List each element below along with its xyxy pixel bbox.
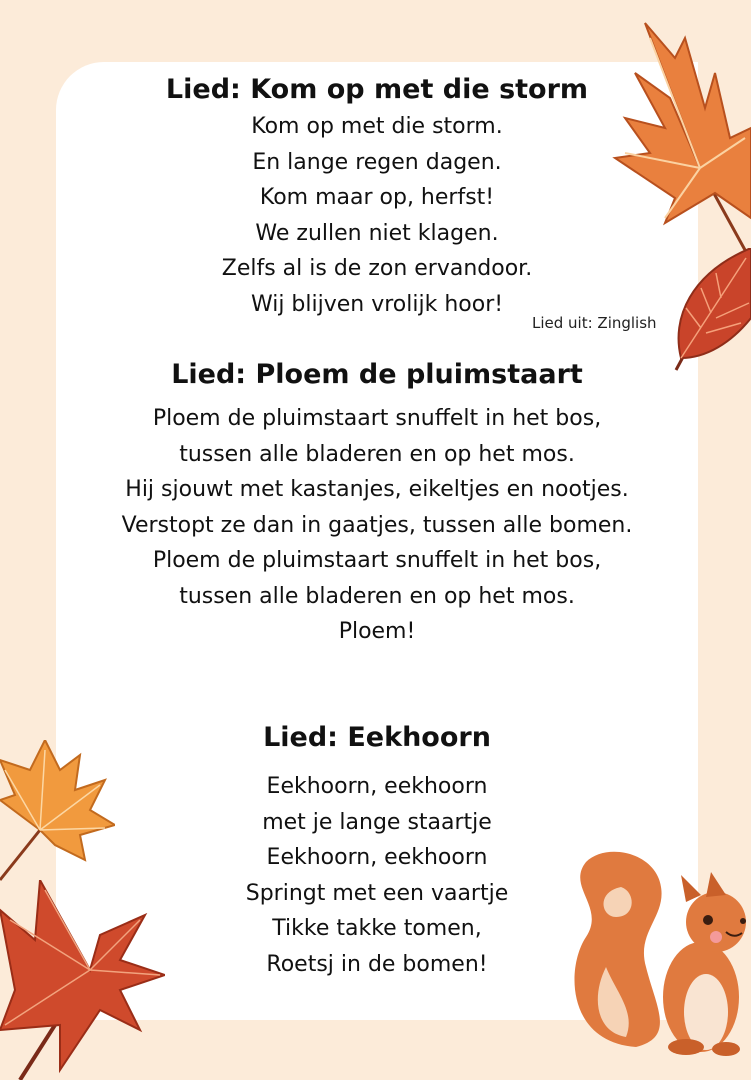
- song-title: Lied: Ploem de pluimstaart: [171, 359, 583, 390]
- red-leaf-icon: [0, 880, 165, 1080]
- song-line: We zullen niet klagen.: [255, 220, 499, 246]
- song-line: Springt met een vaartje: [245, 880, 509, 906]
- song-line: Eekhoorn, eekhoorn: [266, 845, 488, 870]
- song-storm: [56, 73, 698, 322]
- song-line: tussen alle bladeren en op het mos.: [179, 583, 575, 609]
- song-line: Wij blijven vrolijk hoor!: [250, 291, 504, 317]
- song-line: Ploem de pluimstaart snuffelt in het bos,: [152, 406, 602, 431]
- song-line: Kom op met die storm.: [251, 114, 503, 139]
- song-line: Eekhoorn, eekhoorn: [266, 774, 488, 799]
- song-title: Lied: Eekhoorn: [263, 722, 491, 753]
- song-line: En lange regen dagen.: [252, 149, 502, 175]
- song-line: Roetsj in de bomen!: [266, 951, 488, 977]
- song-line: Hij sjouwt met kastanjes, eikeltjes en nootjes.: [125, 477, 629, 502]
- song-line: Tikke takke tomen,: [272, 916, 482, 941]
- song-line: Ploem de pluimstaart snuffelt in het bos,: [152, 548, 602, 573]
- song-line: Verstopt ze dan in gaatjes, tussen alle bomen.: [121, 512, 633, 538]
- song-title: Lied: Kom op met die storm: [165, 74, 589, 105]
- song-line: met je lange staartje: [262, 809, 492, 835]
- squirrel-icon: [566, 847, 751, 1057]
- song-ploem: [56, 358, 698, 650]
- maple-leaf-icon: [0, 740, 115, 885]
- maple-leaf-icon: [605, 18, 751, 268]
- song-line: Zelfs al is de zon ervandoor.: [221, 256, 533, 281]
- song-line: Kom maar op, herfst!: [259, 185, 495, 210]
- song-line: tussen alle bladeren en op het mos.: [179, 441, 575, 467]
- song-line: Ploem!: [338, 619, 416, 644]
- song-credit: Lied uit: Zinglish: [532, 314, 657, 332]
- red-leaf-icon: [671, 248, 751, 373]
